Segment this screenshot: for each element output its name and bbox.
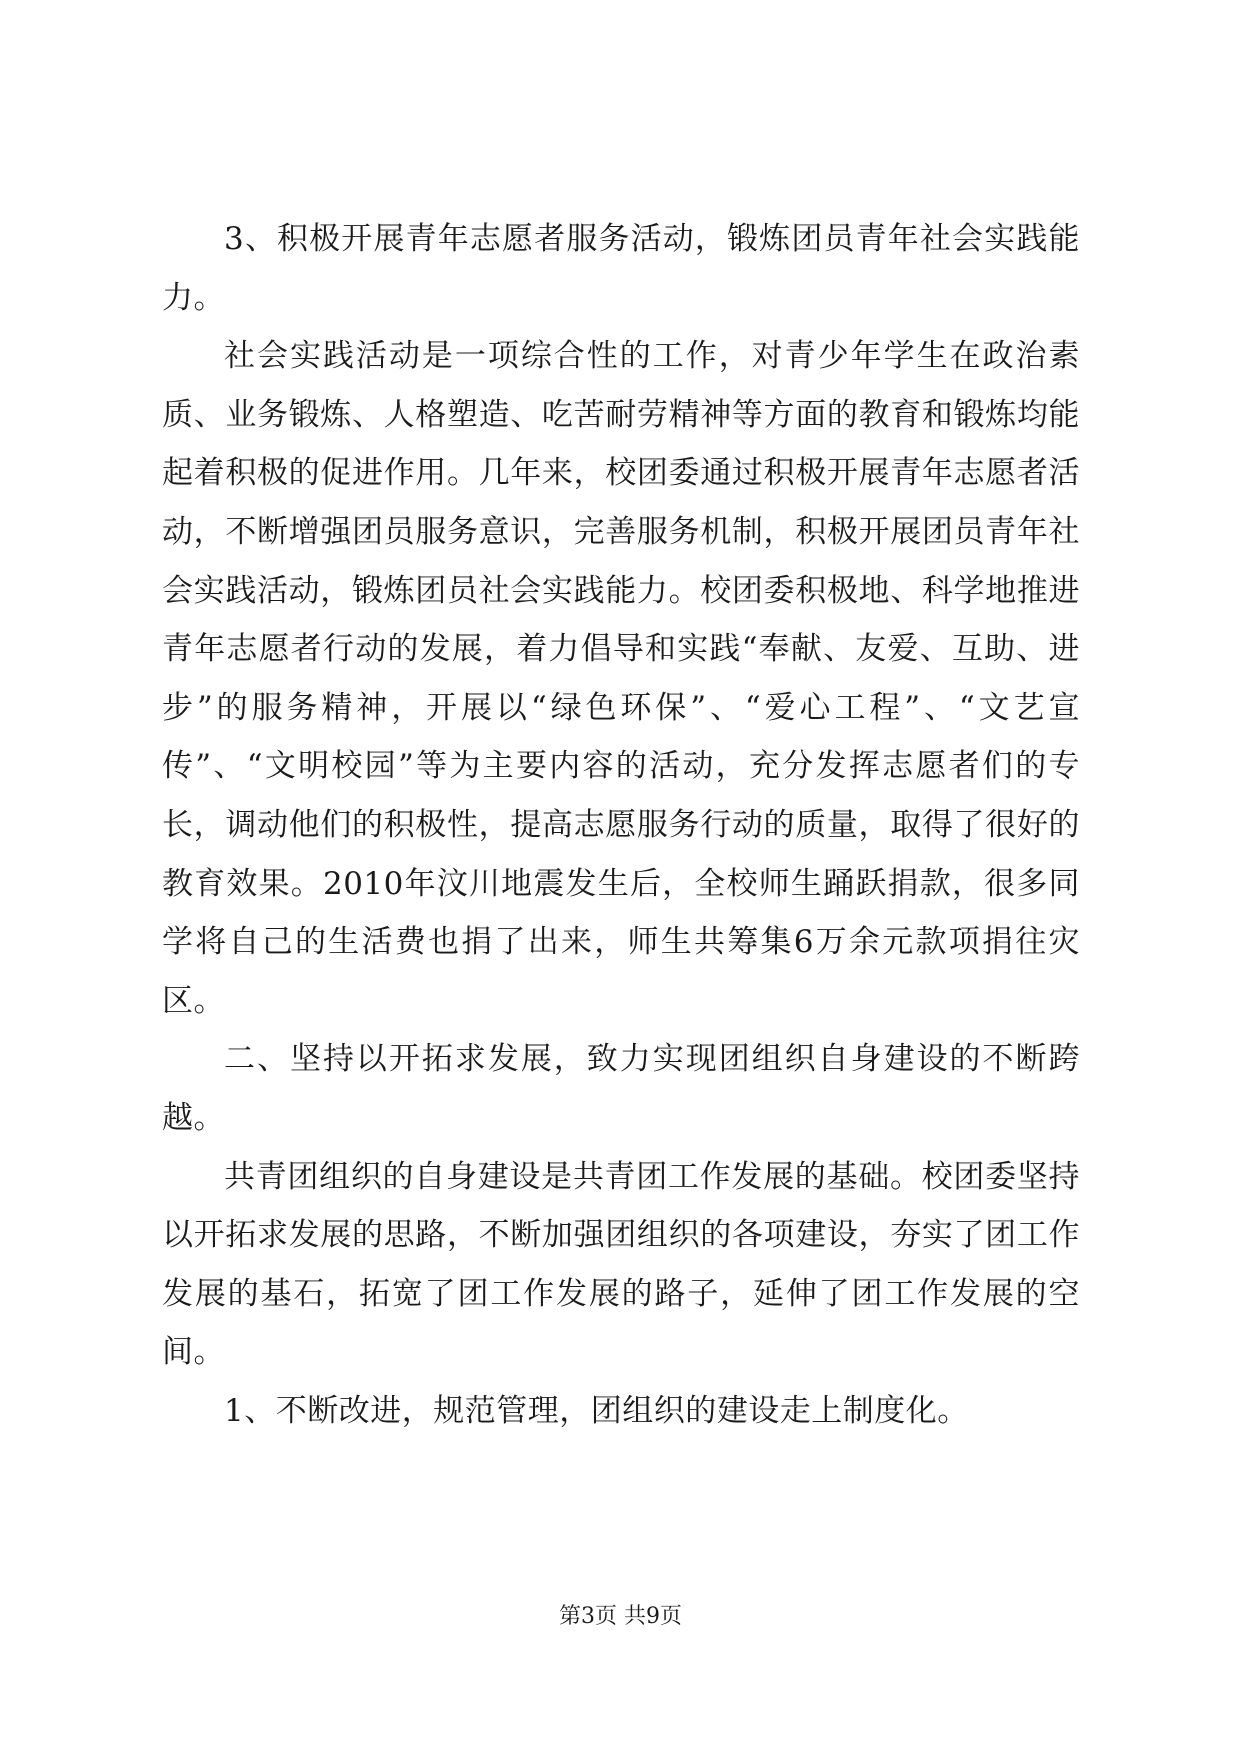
paragraph-social-practice: 社会实践活动是一项综合性的工作，对青少年学生在政治素质、业务锻炼、人格塑造、吃苦耐劳精神等方面的教育和锻炼均能起着积极的促进作用。几年来，校团委通过积极开展青年志愿者活动，不断增强团员服务意识，完善服务机制，积极开展团员青年社会实践活动，锻炼团员社会实践能力。校团委积极地、科学地推进青年志愿者行动的发展，着力倡导和实践“奉献、友爱、互助、进步”的服务精神，开展以“绿色环保”、“爱心工程”、“文艺宣传”、“文明校园”等为主要内容的活动，充分发挥志愿者们的专长，调动他们的积极性，提高志愿服务行动的质量，取得了很好的教育效果。2010年汶川地震发生后，全校师生踊跃捐款，很多同学将自己的生活费也捐了出来，师生共筹集6万余元款项捐往灾区。 <box>162 338 1080 1019</box>
document-body <box>162 210 1080 1440</box>
paragraph-self-construction: 共青团组织的自身建设是共青团工作发展的基础。校团委坚持以开拓求发展的思路，不断加强团组织的各项建设，夯实了团工作发展的基石，拓宽了团工作发展的路子，延伸了团工作发展的空间。 <box>162 1158 1080 1371</box>
paragraph-section-two-heading: 二、坚持以开拓求发展，致力实现团组织自身建设的不断跨越。 <box>162 1041 1080 1136</box>
paragraph-volunteer-heading: 3、积极开展青年志愿者服务活动，锻炼团员青年社会实践能力。 <box>162 221 1080 316</box>
page-number-footer: 第3页 共9页 <box>559 1604 682 1629</box>
paragraph-management-heading: 1、不断改进，规范管理，团组织的建设走上制度化。 <box>224 1392 969 1429</box>
